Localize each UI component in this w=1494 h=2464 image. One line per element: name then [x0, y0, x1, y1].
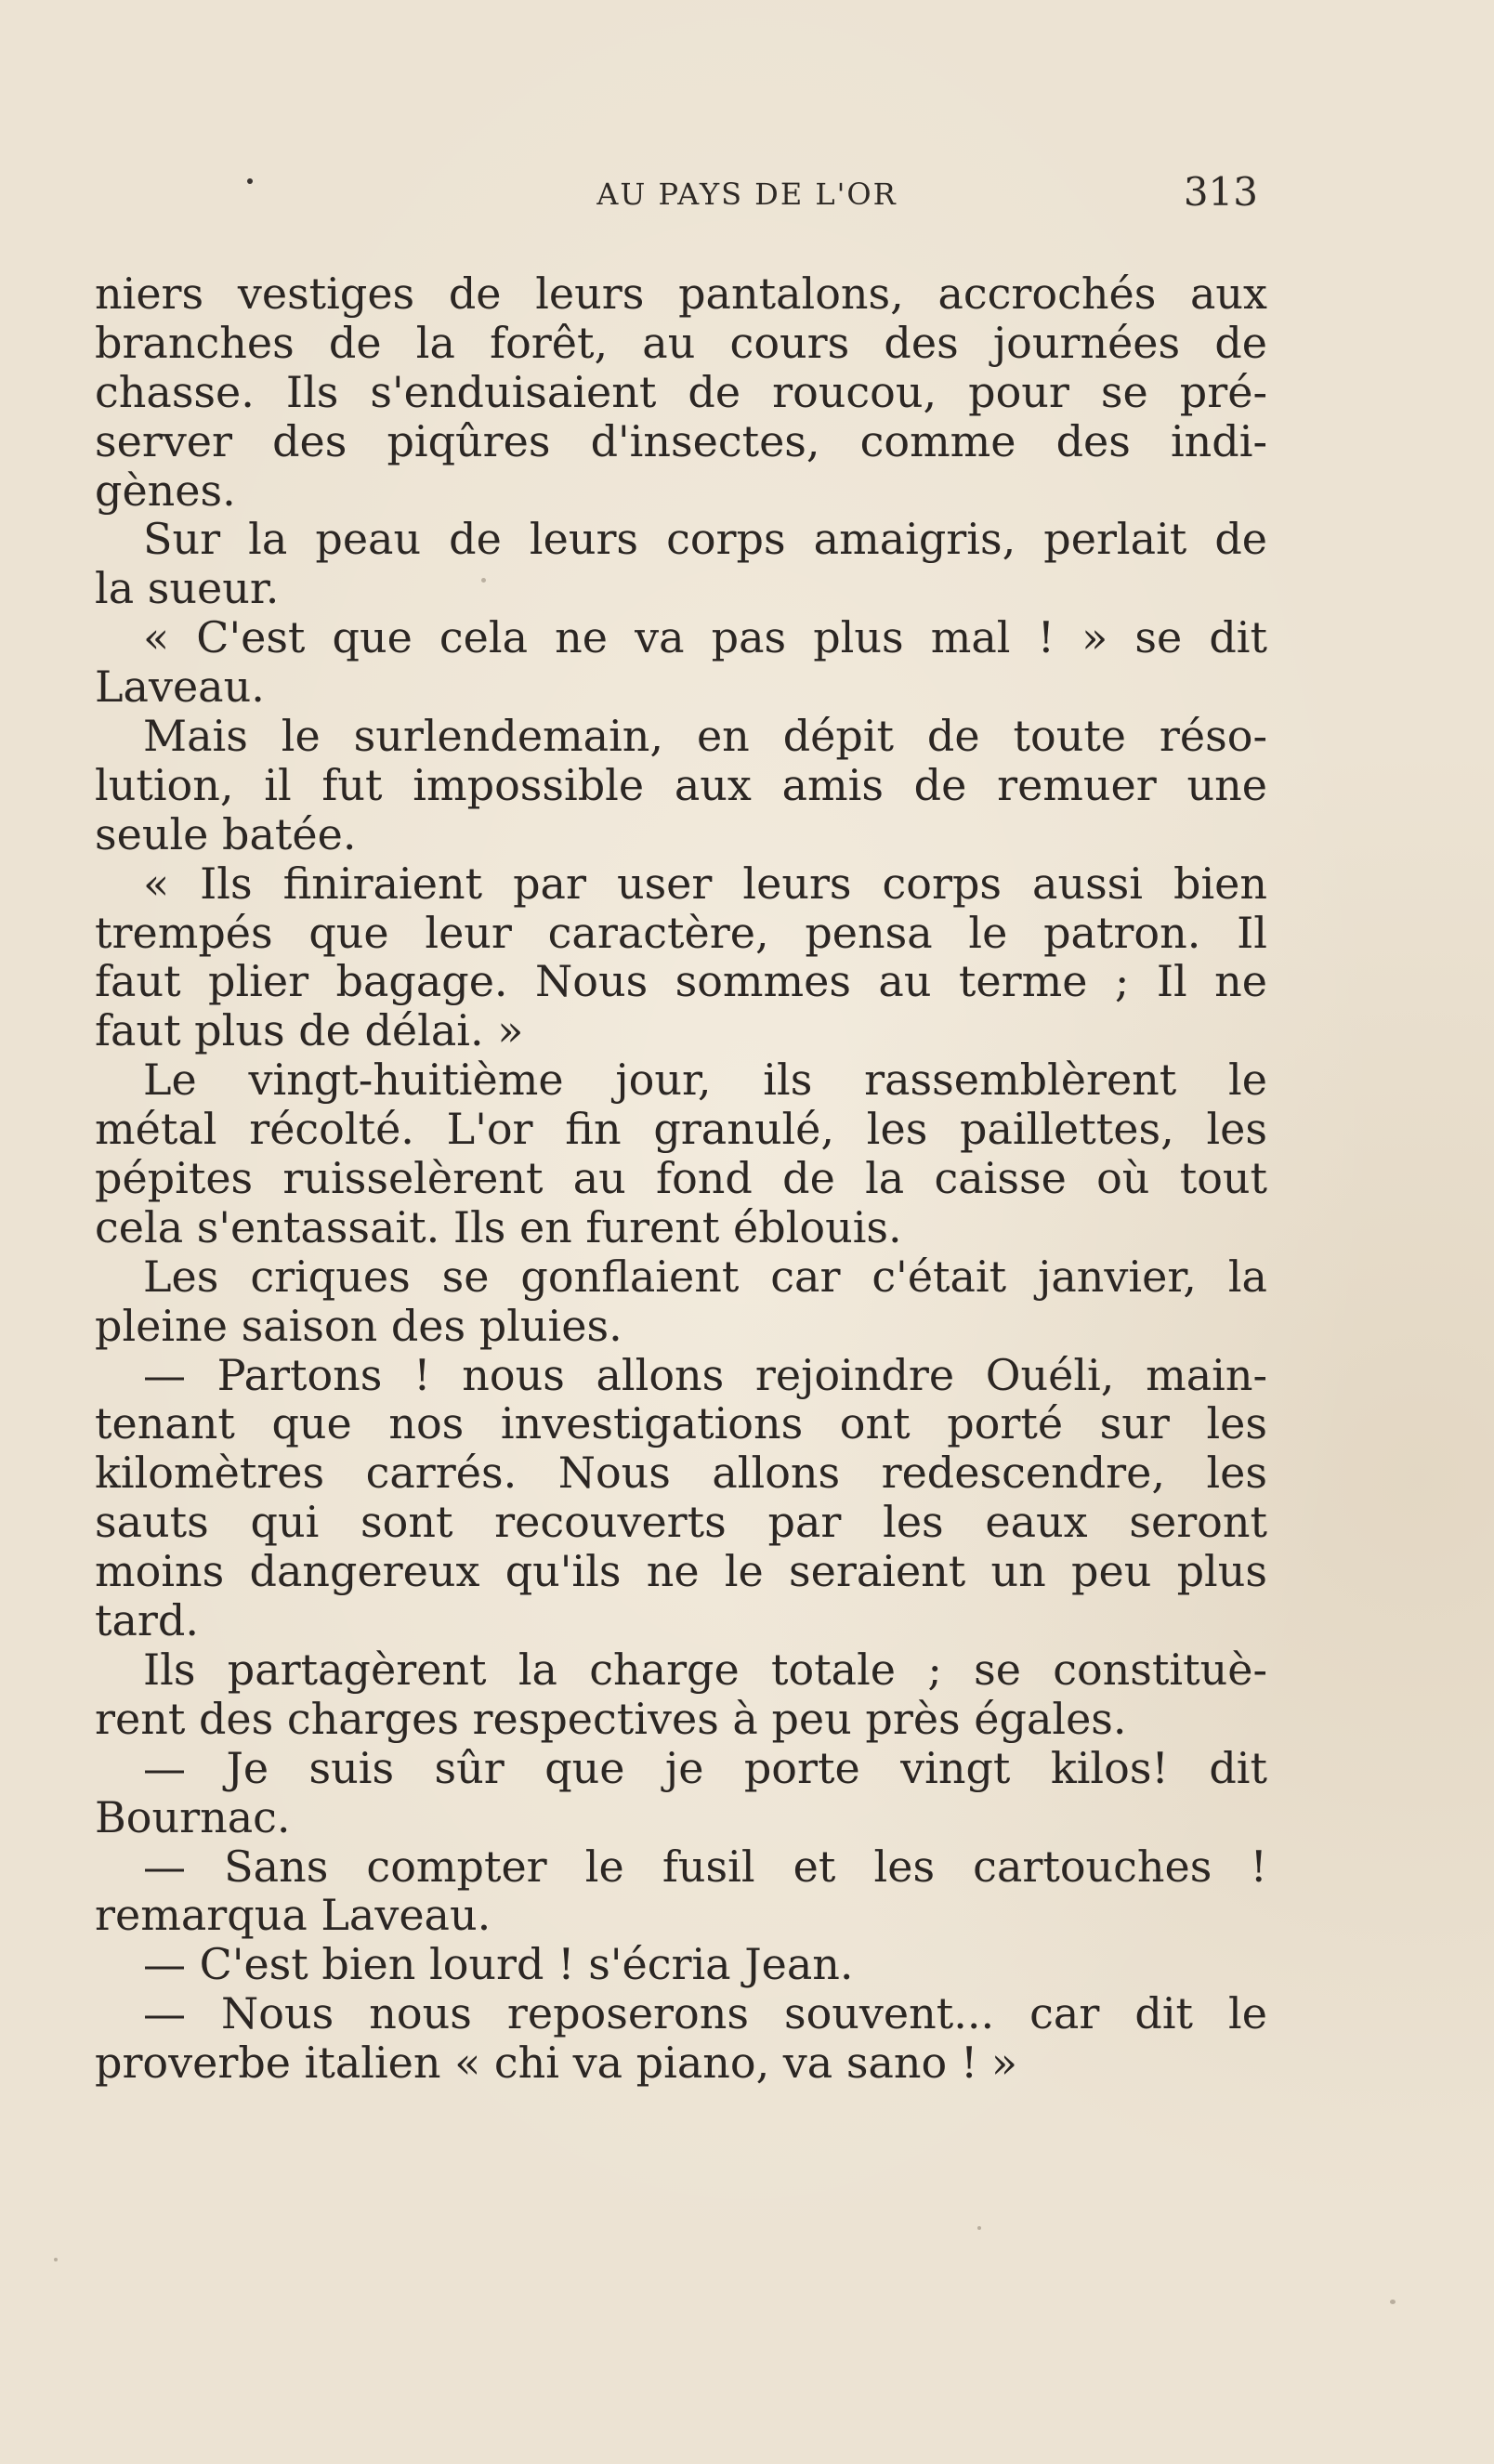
text-line: proverbe italien « chi va piano, va sano ! »: [95, 2038, 1018, 2089]
text-line: faut plier bagage. Nous sommes au terme ; Il ne: [95, 956, 1267, 1007]
text-line: branches de la forêt, au cours des journées de: [95, 317, 1267, 368]
text-line: trempés que leur caractère, pensa le patron. Il: [95, 907, 1267, 958]
paper-speck: [977, 2226, 981, 2230]
paper-speck: [1390, 2300, 1396, 2304]
text-line: kilomètres carrés. Nous allons redescendre, les: [95, 1448, 1267, 1499]
text-line: « Ils finiraient par user leurs corps aussi bien: [143, 858, 1267, 909]
text-line: tenant que nos investigations ont porté sur les: [95, 1398, 1267, 1449]
text-line: remarqua Laveau.: [95, 1890, 491, 1941]
text-line: — Partons ! nous allons rejoindre Ouéli, main-: [143, 1349, 1267, 1400]
text-line: — Sans compter le fusil et les cartouches !: [143, 1841, 1267, 1892]
text-line: tard.: [95, 1595, 199, 1646]
text-line: Laveau.: [95, 662, 265, 713]
text-line: — C'est bien lourd ! s'écria Jean.: [143, 1939, 854, 1990]
text-line: « C'est que cela ne va pas plus mal ! » se dit: [143, 612, 1267, 663]
text-line: sauts qui sont recouverts par les eaux seront: [95, 1497, 1267, 1548]
text-line: — Je suis sûr que je porte vingt kilos! dit: [143, 1742, 1267, 1793]
text-line: moins dangereux qu'ils ne le seraient un peu plus: [95, 1546, 1267, 1597]
text-line: Ils partagèrent la charge totale ; se constituè-: [143, 1644, 1267, 1695]
text-line: chasse. Ils s'enduisaient de roucou, pour se pré-: [95, 366, 1267, 417]
text-line: seule batée.: [95, 808, 357, 859]
text-line: gènes.: [95, 465, 236, 516]
text-line: métal récolté. L'or fin granulé, les paillettes, les: [95, 1104, 1267, 1155]
paper-speck: [481, 578, 486, 583]
text-line: Le vingt-huitième jour, ils rassemblèrent le: [143, 1055, 1267, 1106]
text-line: niers vestiges de leurs pantalons, accrochés aux: [95, 269, 1267, 319]
text-line: Mais le surlendemain, en dépit de toute réso-: [143, 711, 1267, 762]
text-line: server des piqûres d'insectes, comme des indi-: [95, 415, 1267, 466]
text-line: Sur la peau de leurs corps amaigris, perlait de: [143, 514, 1267, 565]
text-line: Les criques se gonflaient car c'était janvier, la: [143, 1251, 1267, 1302]
text-line: la sueur.: [95, 563, 280, 614]
body-text: [95, 269, 1267, 2088]
text-line: faut plus de délai. »: [95, 1005, 524, 1056]
text-line: — Nous nous reposerons souvent... car dit le: [143, 1988, 1267, 2039]
text-line: rent des charges respectives à peu près égales.: [95, 1693, 1127, 1744]
text-line: cela s'entassait. Ils en furent éblouis.: [95, 1201, 902, 1252]
text-line: pépites ruisselèrent au fond de la caisse où tout: [95, 1153, 1267, 1204]
running-title: AU PAYS DE L'OR: [596, 177, 898, 212]
text-line: pleine saison des pluies.: [95, 1300, 622, 1351]
text-line: lution, il fut impossible aux amis de remuer une: [95, 759, 1267, 810]
text-line: Bournac.: [95, 1791, 291, 1842]
paper-speck: [54, 2258, 58, 2261]
page-number: 313: [1183, 169, 1258, 215]
